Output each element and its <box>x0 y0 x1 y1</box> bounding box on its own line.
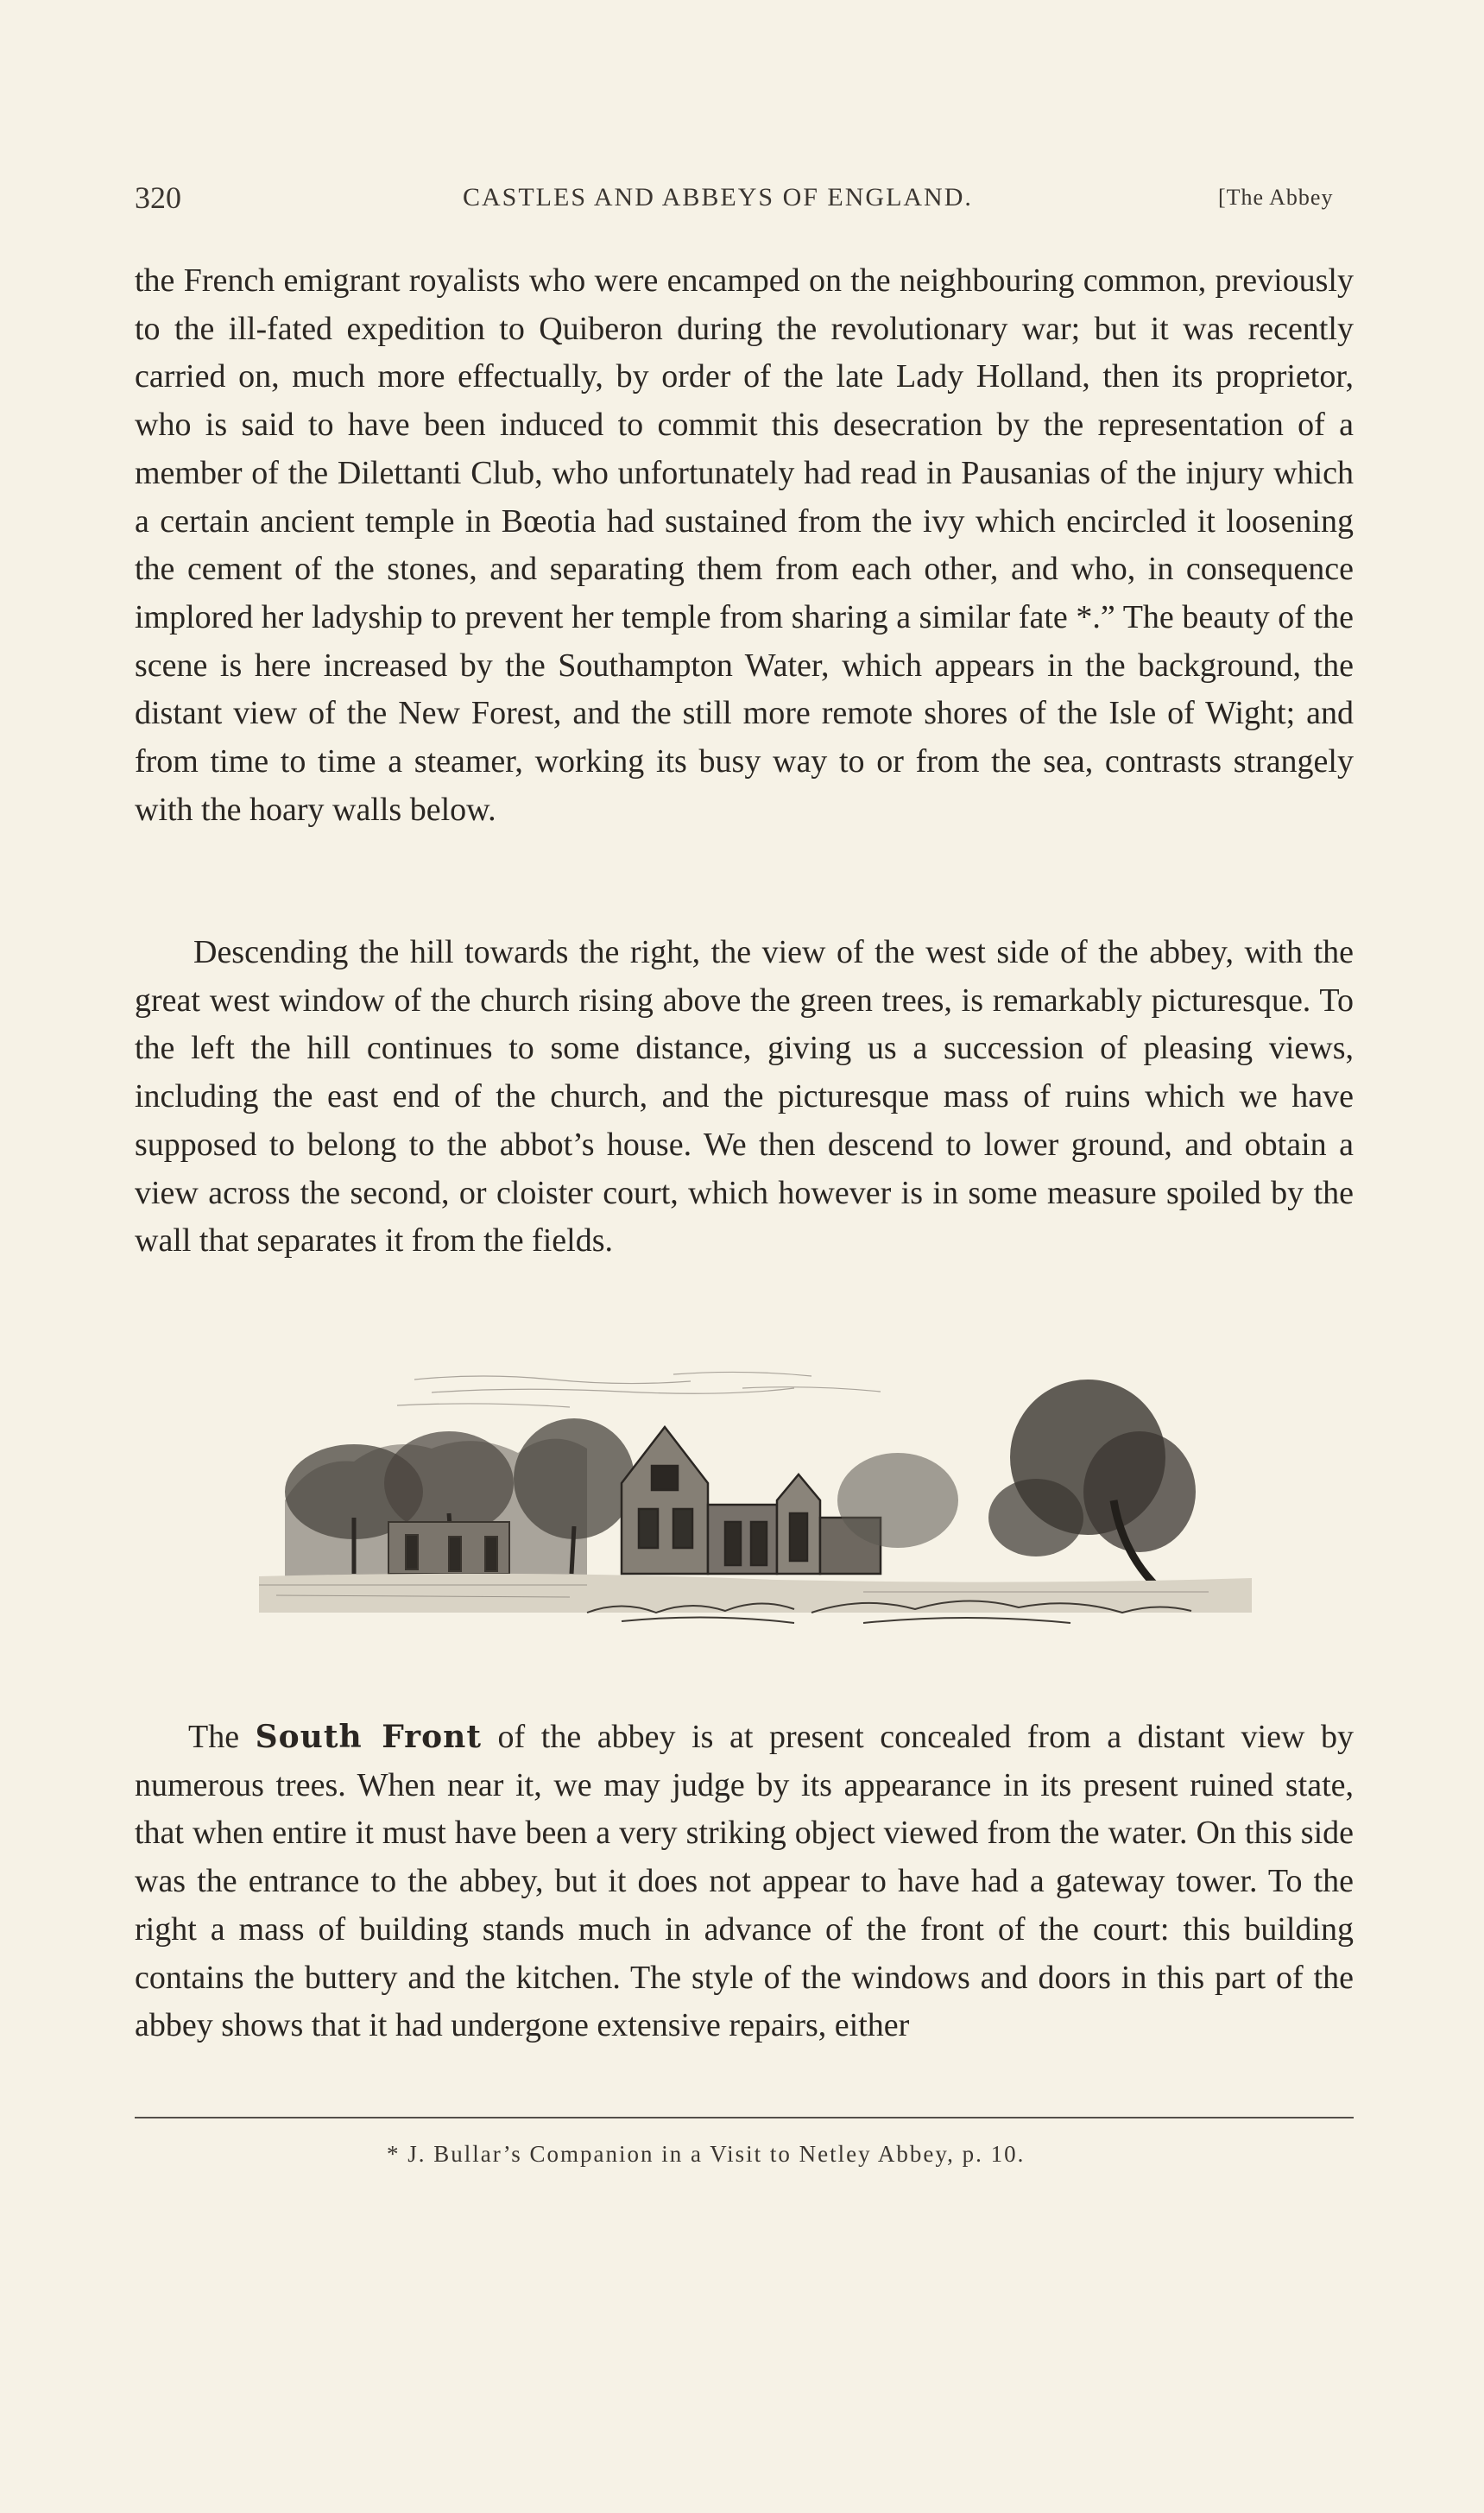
paragraph-3 <box>135 1714 1354 2050</box>
abbey-south-front-engraving <box>259 1354 1252 1677</box>
footnote: * J. Bullar’s Companion in a Visit to Netley Abbey, p. 10. <box>387 2141 1026 2167</box>
paragraph-3-lead: The <box>188 1719 240 1755</box>
footnote-rule <box>135 2117 1354 2118</box>
page-number: 320 <box>135 180 181 215</box>
book-title: CASTLES AND ABBEYS OF ENGLAND. <box>463 183 973 212</box>
paragraph-1 <box>135 257 1354 834</box>
paragraph-3-rest: of the abbey is at present concealed from a distant view by numerous trees. When near it, we may judge by its appearance in its present ruined state, that when entire it must have been a very striking object viewed from the water. On this side was the entrance to the abbey, but it does not appear to have had a gateway tower. To the right a mass of building stands much in advance of the front of the court: this building contains the buttery and the kitchen. The style of the windows and doors in this part of the abbey shows that it had undergone extensive repairs, either <box>135 1719 1354 2044</box>
paragraph-2-text: Descending the hill towards the right, the view of the west side of the abbey, with the great west window of the church rising above the green trees, is remarkably picturesque. To the left the hill continues to some distance, giving us a succession of pleasing views, including the east end of the church, and the picturesque mass of ruins which we have supposed to belong to the abbot’s house. We then descend to lower ground, and obtain a view across the second, or cloister court, which however is in some measure spoiled by the wall that separates it from the fields. <box>135 934 1354 1260</box>
running-head <box>135 180 1369 223</box>
paragraph-1-text: the French emigrant royalists who were encamped on the neighbouring common, previously to the ill-fated expedition to Quiberon during the revolutionary war; but it was recently carried on, much more effectually, by order of the late Lady Holland, then its proprietor, who is said to have been induced to commit this desecration by the representation of a member of the Dilettanti Club, who unfortunately had read in Pausanias of the injury which a certain ancient temple in Bœotia had sustained from the ivy which encircled it loosening the cement of the stones, and separating them from each other, and who, in consequence implored her ladyship to prevent her temple from sharing a similar fate *.” The beauty of the scene is here increased by the Southampton Water, which appears in the background, the distant view of the New Forest, and the still more remote shores of the Isle of Wight; and from time to time a steamer, working its busy way to or from the sea, contrasts strangely with the hoary walls below. <box>135 262 1354 828</box>
paragraph-2 <box>135 929 1354 1266</box>
section-title: [The Abbey <box>1218 185 1334 210</box>
paragraph-3-text <box>135 1714 1354 2050</box>
south-front-heading: South Front <box>255 1719 482 1755</box>
